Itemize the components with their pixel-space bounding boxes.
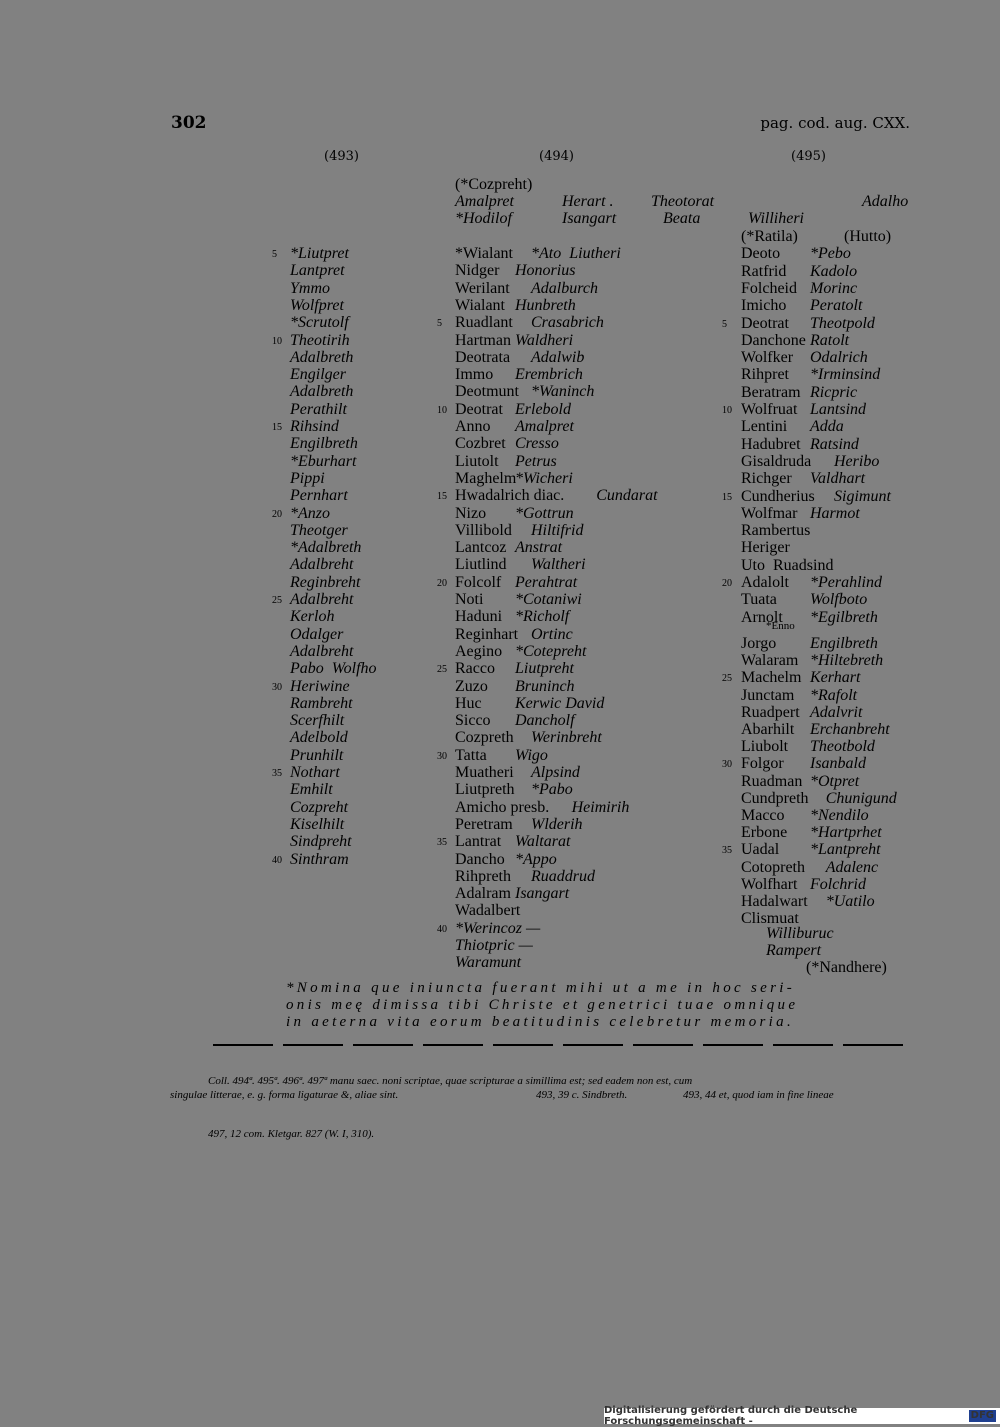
name-entry: Tatta	[455, 746, 487, 764]
name-entry: Engilbreth	[810, 635, 878, 652]
name-entry: Nidger	[455, 262, 500, 280]
name-entry: Pernhart	[290, 487, 348, 505]
name-entry: *Lantpreht	[810, 841, 881, 859]
name-entry: Liubolt	[741, 738, 789, 756]
name-entry: Wigo	[515, 746, 548, 764]
column-number-493: (493)	[324, 149, 359, 164]
separator-rule	[213, 1044, 903, 1046]
name-entry: Sindpreht	[290, 833, 352, 851]
name-entry: Tuata	[741, 591, 777, 609]
name-entry: Cresso	[515, 435, 559, 453]
line-number: 30	[437, 750, 447, 762]
line-number: 15	[272, 422, 282, 433]
name-entry: Adalbreth	[290, 383, 354, 401]
name-entry: *Cotaniwi	[515, 591, 582, 608]
name-entry: Waramunt	[455, 954, 522, 972]
line-number: 25	[272, 595, 282, 606]
line-number: 25	[722, 673, 732, 685]
name-entry: *Egilbreth	[810, 608, 878, 626]
name-entry: *Eburhart	[290, 452, 357, 470]
column-number-495: (495)	[791, 149, 826, 164]
name-entry: Harmot	[810, 504, 860, 522]
name-entry: Odalrich	[810, 349, 868, 367]
name-entry: Maghelm	[455, 469, 517, 487]
name-entry: Heribo	[834, 452, 880, 470]
name-entry: *Gottrun	[515, 504, 574, 522]
name-entry: Hiltifrid	[531, 521, 584, 539]
name-entry: *Rafolt	[810, 686, 858, 704]
name-entry: Perathilt	[290, 400, 347, 418]
name-entry: Sigimunt	[834, 487, 891, 505]
name-entry: Ruadlant	[455, 314, 513, 332]
name-entry: Theotger	[290, 521, 348, 539]
name-entry: Heimirih	[571, 798, 630, 816]
name-entry: *Ato Liutheri	[531, 245, 621, 262]
name-entry: Arnolt	[741, 608, 783, 626]
name-entry: Ricpric	[810, 383, 858, 401]
name-entry: Adelbold	[290, 729, 348, 747]
name-entry: Isanbald	[810, 755, 866, 773]
name-entry: Wolfpret	[290, 296, 344, 314]
name-entry: Kerwic David	[515, 694, 605, 712]
name-entry: Peratolt	[810, 297, 863, 315]
name-entry: Scerfhilt	[290, 712, 345, 730]
name-entry: Adalbreht	[290, 556, 354, 574]
name-entry: Alpsind	[531, 764, 580, 781]
line-number: 5	[722, 318, 727, 330]
name-entry: Nizo	[455, 504, 487, 522]
name-entry: Waltarat	[515, 833, 571, 851]
running-head: pag. cod. aug. CXX.	[760, 114, 910, 132]
line-number: 15	[722, 491, 732, 503]
name-entry: Isangart	[515, 885, 570, 903]
name-entry: Amalpret	[515, 418, 574, 435]
name-entry: Deotrat	[741, 314, 789, 332]
line-number: 5	[437, 318, 442, 330]
footnote-line: Coll. 494ª. 495ª. 496ª. 497ª manu saec. noni scriptae, quae scripturae a simillima est; sed eadem non est, cum	[208, 1075, 693, 1087]
name-entry: Odalger	[290, 625, 344, 643]
name-entry: Pabo Wolfho	[290, 660, 377, 678]
name-entry: Cozbret	[455, 435, 506, 453]
name-entry: Rihpreth	[455, 867, 511, 885]
line-number: 15	[437, 491, 447, 503]
line-number: 20	[272, 508, 282, 520]
name-entry: Folchrid	[810, 875, 866, 893]
line-number: 35	[722, 845, 732, 857]
name-entry: Folgor	[741, 755, 784, 773]
name-entry: Cundherius	[741, 487, 815, 505]
top-name: Beata	[663, 210, 701, 227]
name-entry: Theotirih	[290, 331, 350, 349]
name-entry: *Cotepreht	[515, 642, 587, 660]
name-entry: Ymmo	[290, 279, 331, 297]
name-entry: *Liutpret	[290, 245, 349, 262]
name-entry: *Pebo	[810, 245, 851, 263]
name-entry: Petrus	[515, 452, 557, 470]
line-number: 20	[722, 578, 732, 589]
name-entry: Abarhilt	[741, 721, 795, 738]
name-entry: Wolfker	[741, 349, 794, 367]
name-entry: Walaram	[741, 652, 799, 670]
name-entry: Ruaddrud	[531, 867, 595, 885]
name-entry: Adalbreth	[290, 348, 354, 366]
line-number: 30	[272, 681, 282, 693]
name-entry: Uadal	[741, 841, 780, 859]
name-entry: Wolfhart	[741, 875, 798, 893]
footer-text: Digitalisierung gefördert durch die Deutsche Forschungsgemeinschaft -	[604, 1405, 858, 1427]
name-entry: Wolfboto	[810, 591, 868, 609]
name-entry: Erchanbreht	[810, 721, 890, 738]
top-name: Amalpret	[455, 193, 514, 210]
name-entry: Peretram	[455, 815, 513, 833]
name-entry: *Hartprhet	[810, 824, 882, 842]
tail-line: (*Nandhere)	[806, 959, 887, 976]
name-entry: Ortinc	[531, 625, 573, 643]
footnote-line: 493, 39 c. Sindbreth.	[536, 1089, 628, 1101]
line-number: 5	[272, 249, 277, 260]
name-entry: Morinc	[810, 279, 858, 297]
name-entry: Wolfmar	[741, 504, 798, 522]
top-line-1: (*Cozpreht)	[455, 176, 533, 193]
footnote-line: singulae litterae, e. g. forma ligaturae &, aliae sint.	[170, 1089, 399, 1101]
line-number: 35	[272, 768, 282, 779]
name-entry: Deotrata	[455, 348, 511, 366]
name-entry: Werinbreht	[531, 729, 602, 747]
name-entry: Deotmunt	[455, 383, 519, 401]
name-entry: Rihpret	[741, 366, 789, 384]
name-entry: Reginhart	[455, 625, 519, 643]
note-line: in aeterna vita eorum beatitudinis celebretur memoria.	[286, 1014, 795, 1030]
name-entry: Cundarat	[596, 487, 658, 505]
name-entry: Ratsind	[810, 435, 859, 453]
name-entry: Cozpreht	[290, 798, 349, 816]
footnote-line: 493, 44 et, quod iam in fine lineae	[683, 1089, 834, 1101]
name-entry: Adalram	[455, 885, 511, 903]
name-entry: Immo	[455, 366, 494, 384]
name-entry: Valdhart	[810, 470, 866, 488]
tail-line: Rampert	[766, 942, 822, 959]
line-number: 30	[722, 759, 732, 771]
name-entry: *Uatilo	[825, 893, 875, 910]
name-entry: Nothart	[290, 764, 340, 781]
name-entry: *Adalbreth	[290, 539, 362, 557]
name-entry: Hadubret	[741, 435, 801, 453]
top-name: Isangart	[562, 210, 617, 227]
name-entry: (*Ratila)	[741, 228, 798, 245]
name-entry: Villibold	[455, 521, 512, 539]
name-entry: *Nendilo	[810, 807, 869, 824]
name-entry: Folcheid	[741, 279, 797, 297]
marginal-note: *Enno	[766, 620, 795, 632]
name-entry: Ruadman	[741, 772, 803, 790]
name-entry: Richger	[741, 470, 792, 488]
name-entry: Wolfruat	[741, 401, 798, 418]
name-entry: *Scrutolf	[290, 314, 349, 332]
digitization-footer	[604, 1405, 1000, 1427]
name-entry: Dancholf	[515, 712, 575, 730]
name-entry: Rambreht	[290, 694, 353, 712]
name-entry: Lantrat	[455, 833, 502, 851]
name-entry: Clismuat	[741, 910, 799, 928]
name-entry: Deotrat	[455, 400, 503, 418]
tail-line: Williburuc	[766, 925, 834, 942]
name-entry: Kiselhilt	[290, 815, 345, 833]
name-entry: Adalwib	[531, 348, 585, 366]
name-entry: Lantpret	[290, 262, 345, 280]
name-entry: Honorius	[515, 262, 576, 280]
name-entry: Huc	[455, 694, 482, 712]
top-name: Herart .	[562, 193, 614, 210]
name-entry: *Otpret	[810, 772, 860, 790]
name-entry: Noti	[455, 591, 484, 608]
name-entry: Gisaldruda	[741, 452, 812, 470]
name-entry: Waltheri	[531, 556, 586, 574]
name-entry: Amicho presb.	[455, 798, 550, 816]
dfg-logo: DFG	[970, 1410, 994, 1421]
name-entry: *Wicheri	[515, 469, 573, 487]
name-entry: Junctam	[741, 686, 795, 704]
name-entry: Wlderih	[531, 815, 583, 833]
name-entry: Engilbreth	[290, 435, 358, 453]
name-entry: Adalbreht	[290, 642, 354, 660]
top-name: Adalho	[862, 193, 909, 210]
name-entry: Racco	[455, 660, 495, 678]
name-entry: Heriwine	[290, 677, 350, 695]
name-entry: Zuzo	[455, 677, 488, 695]
name-entry: *Pabo	[531, 781, 573, 799]
footnote-line: 497, 12 com. Kletgar. 827 (W. I, 310).	[208, 1128, 375, 1140]
name-entry: Rambertus	[741, 522, 811, 540]
name-entry: Adalenc	[825, 858, 879, 876]
name-entry: *Appo	[515, 850, 557, 868]
name-entry: Liutpreth	[455, 781, 515, 799]
name-entry: Adalburch	[531, 279, 598, 297]
name-entry: Rihsind	[290, 418, 339, 435]
name-entry: Cotopreth	[741, 858, 805, 876]
name-entry: Imicho	[741, 297, 787, 315]
name-entry: Liutolt	[455, 452, 499, 470]
top-name: Williheri	[748, 210, 804, 227]
name-entry: Anstrat	[515, 539, 563, 557]
name-entry: Hadalwart	[741, 893, 808, 910]
name-entry: Sinthram	[290, 850, 349, 868]
name-entry: Deoto	[741, 245, 781, 263]
name-entry: Adalolt	[741, 574, 789, 591]
name-entry: *Irminsind	[810, 366, 881, 384]
name-entry: Hartman	[455, 331, 511, 349]
name-entry: Sicco	[455, 712, 491, 730]
name-entry: Bruninch	[515, 677, 575, 695]
name-entry: *Werincoz —	[455, 919, 541, 937]
name-entry: Ratfrid	[741, 262, 787, 280]
column-number-494: (494)	[539, 149, 574, 164]
name-entry: Cundpreth	[741, 789, 809, 807]
note-line: *Nomina que iniuncta fuerant mihi ut a me in hoc seri-	[286, 980, 795, 996]
name-entry: Wialant	[455, 296, 505, 314]
name-entry: Liutpreht	[515, 660, 574, 678]
line-number: 10	[437, 404, 447, 416]
line-number: 20	[437, 577, 447, 589]
line-number: 40	[437, 923, 447, 935]
name-entry: Macco	[741, 807, 785, 824]
name-entry: Kerhart	[810, 669, 861, 687]
name-entry: Anno	[455, 418, 491, 435]
name-entry: Waldheri	[515, 331, 574, 349]
name-entry: Ruadpert	[741, 703, 800, 721]
name-entry: Perahtrat	[515, 573, 578, 591]
name-entry: Erbone	[741, 824, 788, 842]
line-number: 10	[722, 405, 732, 416]
top-name: *Hodilof	[455, 210, 512, 227]
line-number: 10	[272, 335, 282, 347]
name-entry: Theotpold	[810, 314, 875, 332]
name-entry: *Anzo	[290, 504, 330, 522]
name-entry: Engilger	[290, 366, 346, 384]
name-entry: Reginbreht	[290, 573, 361, 591]
name-entry: Danchone	[741, 331, 806, 349]
name-entry: Pippi	[290, 469, 325, 487]
name-entry: Prunhilt	[290, 746, 344, 764]
name-entry: Hwadalrich diac.	[455, 487, 565, 505]
name-entry: Adalvrit	[810, 703, 863, 721]
name-entry: (Hutto)	[844, 228, 892, 245]
top-name: Theotorat	[651, 193, 715, 210]
name-entry: Haduni	[455, 608, 503, 626]
name-entry: Kadolo	[810, 262, 858, 280]
name-entry: Machelm	[741, 669, 802, 687]
name-entry: Lantsind	[810, 401, 867, 418]
name-entry: *Richolf	[515, 608, 570, 626]
name-entry: Dancho	[455, 850, 505, 868]
name-entry: Liutlind	[455, 556, 507, 574]
name-entry: Adalbreht	[290, 591, 354, 608]
name-entry: Adda	[810, 418, 844, 436]
name-entry: Kerloh	[290, 608, 335, 626]
note-line: onis meę dimissa tibi Christe et genetrici tuae omnique	[286, 997, 799, 1013]
name-entry: *Waninch	[531, 383, 595, 401]
name-entry: Aegino	[455, 642, 503, 660]
name-entry: Hunbreth	[515, 296, 576, 314]
name-entry: Chunigund	[825, 789, 897, 807]
name-entry: Thiotpric —	[455, 937, 533, 954]
name-entry: Cozpreth	[455, 729, 514, 747]
name-entry: Lentini	[741, 418, 788, 436]
name-entry: Folcolf	[455, 573, 502, 591]
name-entry: Jorgo	[741, 635, 777, 652]
name-entry: Lantcoz	[455, 539, 507, 557]
page-number: 302	[171, 113, 207, 133]
name-entry: Crasabrich	[531, 314, 604, 332]
name-entry: Emhilt	[290, 781, 333, 799]
name-entry: Ratolt	[810, 331, 850, 349]
name-entry: Wadalbert	[455, 902, 521, 920]
name-entry: Theotbold	[810, 738, 875, 756]
name-entry: *Wialant	[455, 245, 513, 262]
name-entry: Beratram	[741, 383, 801, 401]
name-entry: Erembrich	[515, 366, 583, 384]
name-entry: Erlebold	[515, 400, 571, 418]
name-entry: *Perahlind	[810, 574, 882, 591]
name-entry: Werilant	[455, 279, 510, 297]
line-number: 40	[272, 854, 282, 866]
name-entry: Uto Ruadsind	[741, 556, 834, 574]
name-entry: *Hiltebreth	[810, 652, 884, 670]
name-entry: Muatheri	[455, 764, 514, 781]
line-number: 35	[437, 837, 447, 849]
name-entry: Heriger	[741, 539, 790, 557]
line-number: 25	[437, 664, 447, 676]
